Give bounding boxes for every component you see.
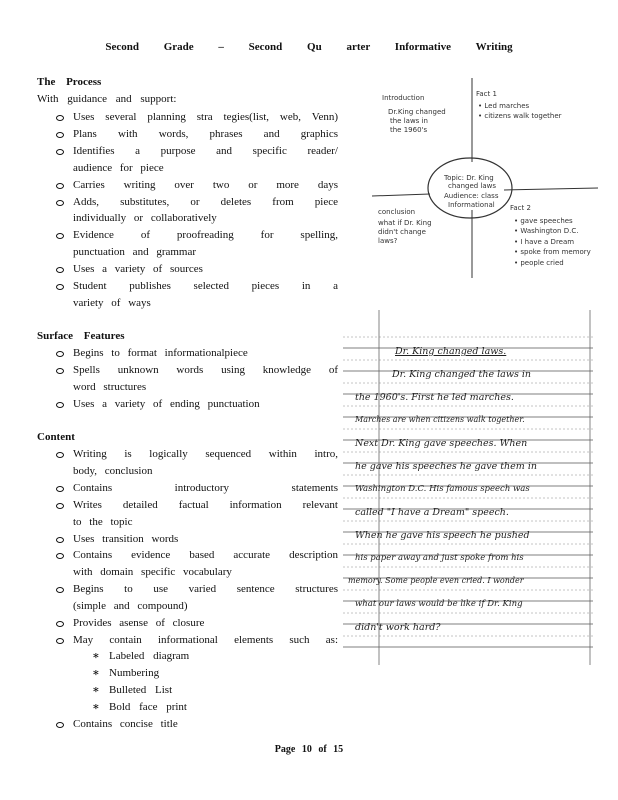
list-item-continuation: with domain specific vocabulary — [73, 566, 232, 579]
fact1-label: Fact 1 — [476, 90, 497, 98]
list-item-continuation: word structures — [73, 380, 147, 393]
bullet-circle-icon — [56, 284, 64, 290]
writing-line: Marches are when citizens walk together. — [355, 415, 525, 424]
star-bullet-icon: ∗ — [92, 666, 100, 679]
process-intro: With guidance and support: — [37, 93, 177, 105]
writing-line: his paper away and just spoke from his — [355, 553, 524, 563]
topic-line: Audience: class — [444, 192, 499, 200]
intro-line: Dr.King changed — [388, 108, 446, 116]
fact2-line: • gave speeches — [514, 217, 573, 225]
topic-line: Informational — [448, 201, 495, 209]
page-number: Page 10 of 15 — [274, 744, 344, 755]
star-bullet-icon: ∗ — [92, 700, 100, 713]
topic-line: changed laws — [448, 182, 497, 190]
list-item-continuation: audience for piece — [73, 161, 164, 174]
list-item: Provides asense of closure — [56, 615, 338, 632]
bullet-circle-icon — [56, 351, 64, 357]
intro-label: Introduction — [382, 94, 425, 102]
list-item: Contains evidence based accurate description — [56, 547, 338, 564]
writing-line: didn't work hard? — [355, 622, 441, 633]
star-bullet-icon: ∗ — [92, 683, 100, 696]
list-item: Uses a variety of sources — [56, 261, 338, 278]
writing-line: memory. Some people even cried. I wonder — [348, 576, 524, 585]
sublist-item: ∗ Labeled diagram — [92, 648, 189, 665]
writing-line: Washington D.C. His famous speech was — [355, 484, 530, 494]
sublist-item: ∗ Bold face print — [92, 699, 189, 716]
list-item: May contain informational elements such as: — [56, 632, 338, 649]
fact2-line: • Washington D.C. — [514, 227, 579, 235]
writing-line: the 1960's. First he led marches. — [355, 392, 514, 403]
bullet-circle-icon — [56, 621, 64, 627]
bullet-circle-icon — [56, 587, 64, 593]
bullet-circle-icon — [56, 200, 64, 206]
writing-line: When he gave his speech he pushed — [355, 530, 530, 541]
bullet-circle-icon — [56, 486, 64, 492]
content-list — [56, 446, 338, 649]
intro-line: the 1960's — [390, 126, 428, 134]
process-list — [56, 109, 338, 312]
conclusion-line: didn't change — [378, 228, 426, 236]
bullet-circle-icon — [56, 115, 64, 121]
list-item-continuation: (simple and compound) — [73, 600, 188, 613]
bullet-circle-icon — [56, 537, 64, 543]
writing-line: he gave his speeches he gave them in — [355, 461, 537, 472]
list-item: Contains concise title — [56, 716, 338, 733]
list-item: Adds, substitutes, or deletes from piece — [56, 194, 338, 211]
surface-list — [56, 345, 338, 413]
sublist-item: ∗ Numbering — [92, 665, 189, 682]
list-item-continuation: variety of ways — [73, 296, 151, 309]
intro-line: the laws in — [390, 117, 428, 125]
list-item: Writes detailed factual information relevant — [56, 497, 338, 514]
planning-web-diagram — [372, 78, 598, 278]
writing-line: what our laws would be like if Dr. King — [355, 599, 523, 609]
list-item: Writing is logically sequenced within intro, — [56, 446, 338, 463]
list-item: Evidence of proofreading for spelling, — [56, 227, 338, 244]
bullet-circle-icon — [56, 183, 64, 189]
content-heading: Content — [37, 431, 75, 443]
conclusion-line: laws? — [378, 237, 398, 245]
surface-heading: Surface Features — [37, 330, 125, 342]
list-item: Uses several planning stra tegies(list, web, Venn) — [56, 109, 338, 126]
document-title: Second Grade – Second Qu arter Informative Writing — [105, 41, 513, 53]
sublist-item: ∗ Bulleted List — [92, 682, 189, 699]
list-item: Identifies a purpose and specific reader/ — [56, 143, 338, 160]
list-item-continuation: to the topic — [73, 515, 133, 528]
writing-title: Dr. King changed laws. — [395, 346, 507, 357]
list-item: Begins to format informationalpiece — [56, 345, 338, 362]
list-item: Spells unknown words using knowledge of — [56, 362, 338, 379]
conclusion-line: what if Dr. King — [378, 219, 432, 227]
star-bullet-icon: ∗ — [92, 650, 100, 662]
fact1-line: • Led marches — [478, 102, 530, 110]
bullet-circle-icon — [56, 402, 64, 408]
bullet-circle-icon — [56, 233, 64, 239]
bullet-circle-icon — [56, 267, 64, 273]
list-item-continuation: punctuation and grammar — [73, 246, 197, 259]
list-item: Plans with words, phrases and graphics — [56, 126, 338, 143]
fact2-line: • people cried — [514, 259, 564, 267]
list-item: Carries writing over two or more days — [56, 177, 338, 194]
bullet-circle-icon — [56, 553, 64, 559]
writing-line: Next Dr. King gave speeches. When — [355, 438, 528, 449]
element-sublist — [92, 648, 189, 716]
fact2-line: • I have a Dream — [514, 238, 575, 246]
fact2-label: Fact 2 — [510, 204, 531, 212]
bullet-circle-icon — [56, 503, 64, 509]
list-item: Uses transition words — [56, 531, 338, 548]
bullet-circle-icon — [56, 452, 64, 458]
writing-line: Dr. King changed the laws in — [392, 369, 531, 380]
list-item-continuation: individually or collaboratively — [73, 212, 217, 225]
bullet-circle-icon — [56, 149, 64, 155]
topic-line: Topic: Dr. King — [444, 174, 494, 182]
writing-line: called "I have a Dream" speech. — [355, 507, 509, 518]
list-item: Begins to use varied sentence structures — [56, 581, 338, 598]
bullet-circle-icon — [56, 638, 64, 644]
list-item: Contains introductory statements — [56, 480, 338, 497]
list-item-continuation: body, conclusion — [73, 464, 153, 477]
bullet-circle-icon — [56, 132, 64, 138]
conclusion-label: conclusion — [378, 208, 416, 216]
content-list-final — [56, 716, 338, 733]
process-heading: The Process — [37, 76, 102, 88]
fact2-line: • spoke from memory — [514, 248, 591, 256]
bullet-circle-icon — [56, 368, 64, 374]
list-item: Uses a variety of ending punctuation — [56, 396, 338, 413]
fact1-line: • citizens walk together — [478, 112, 562, 120]
list-item: Student publishes selected pieces in a — [56, 278, 338, 295]
bullet-circle-icon — [56, 722, 64, 728]
